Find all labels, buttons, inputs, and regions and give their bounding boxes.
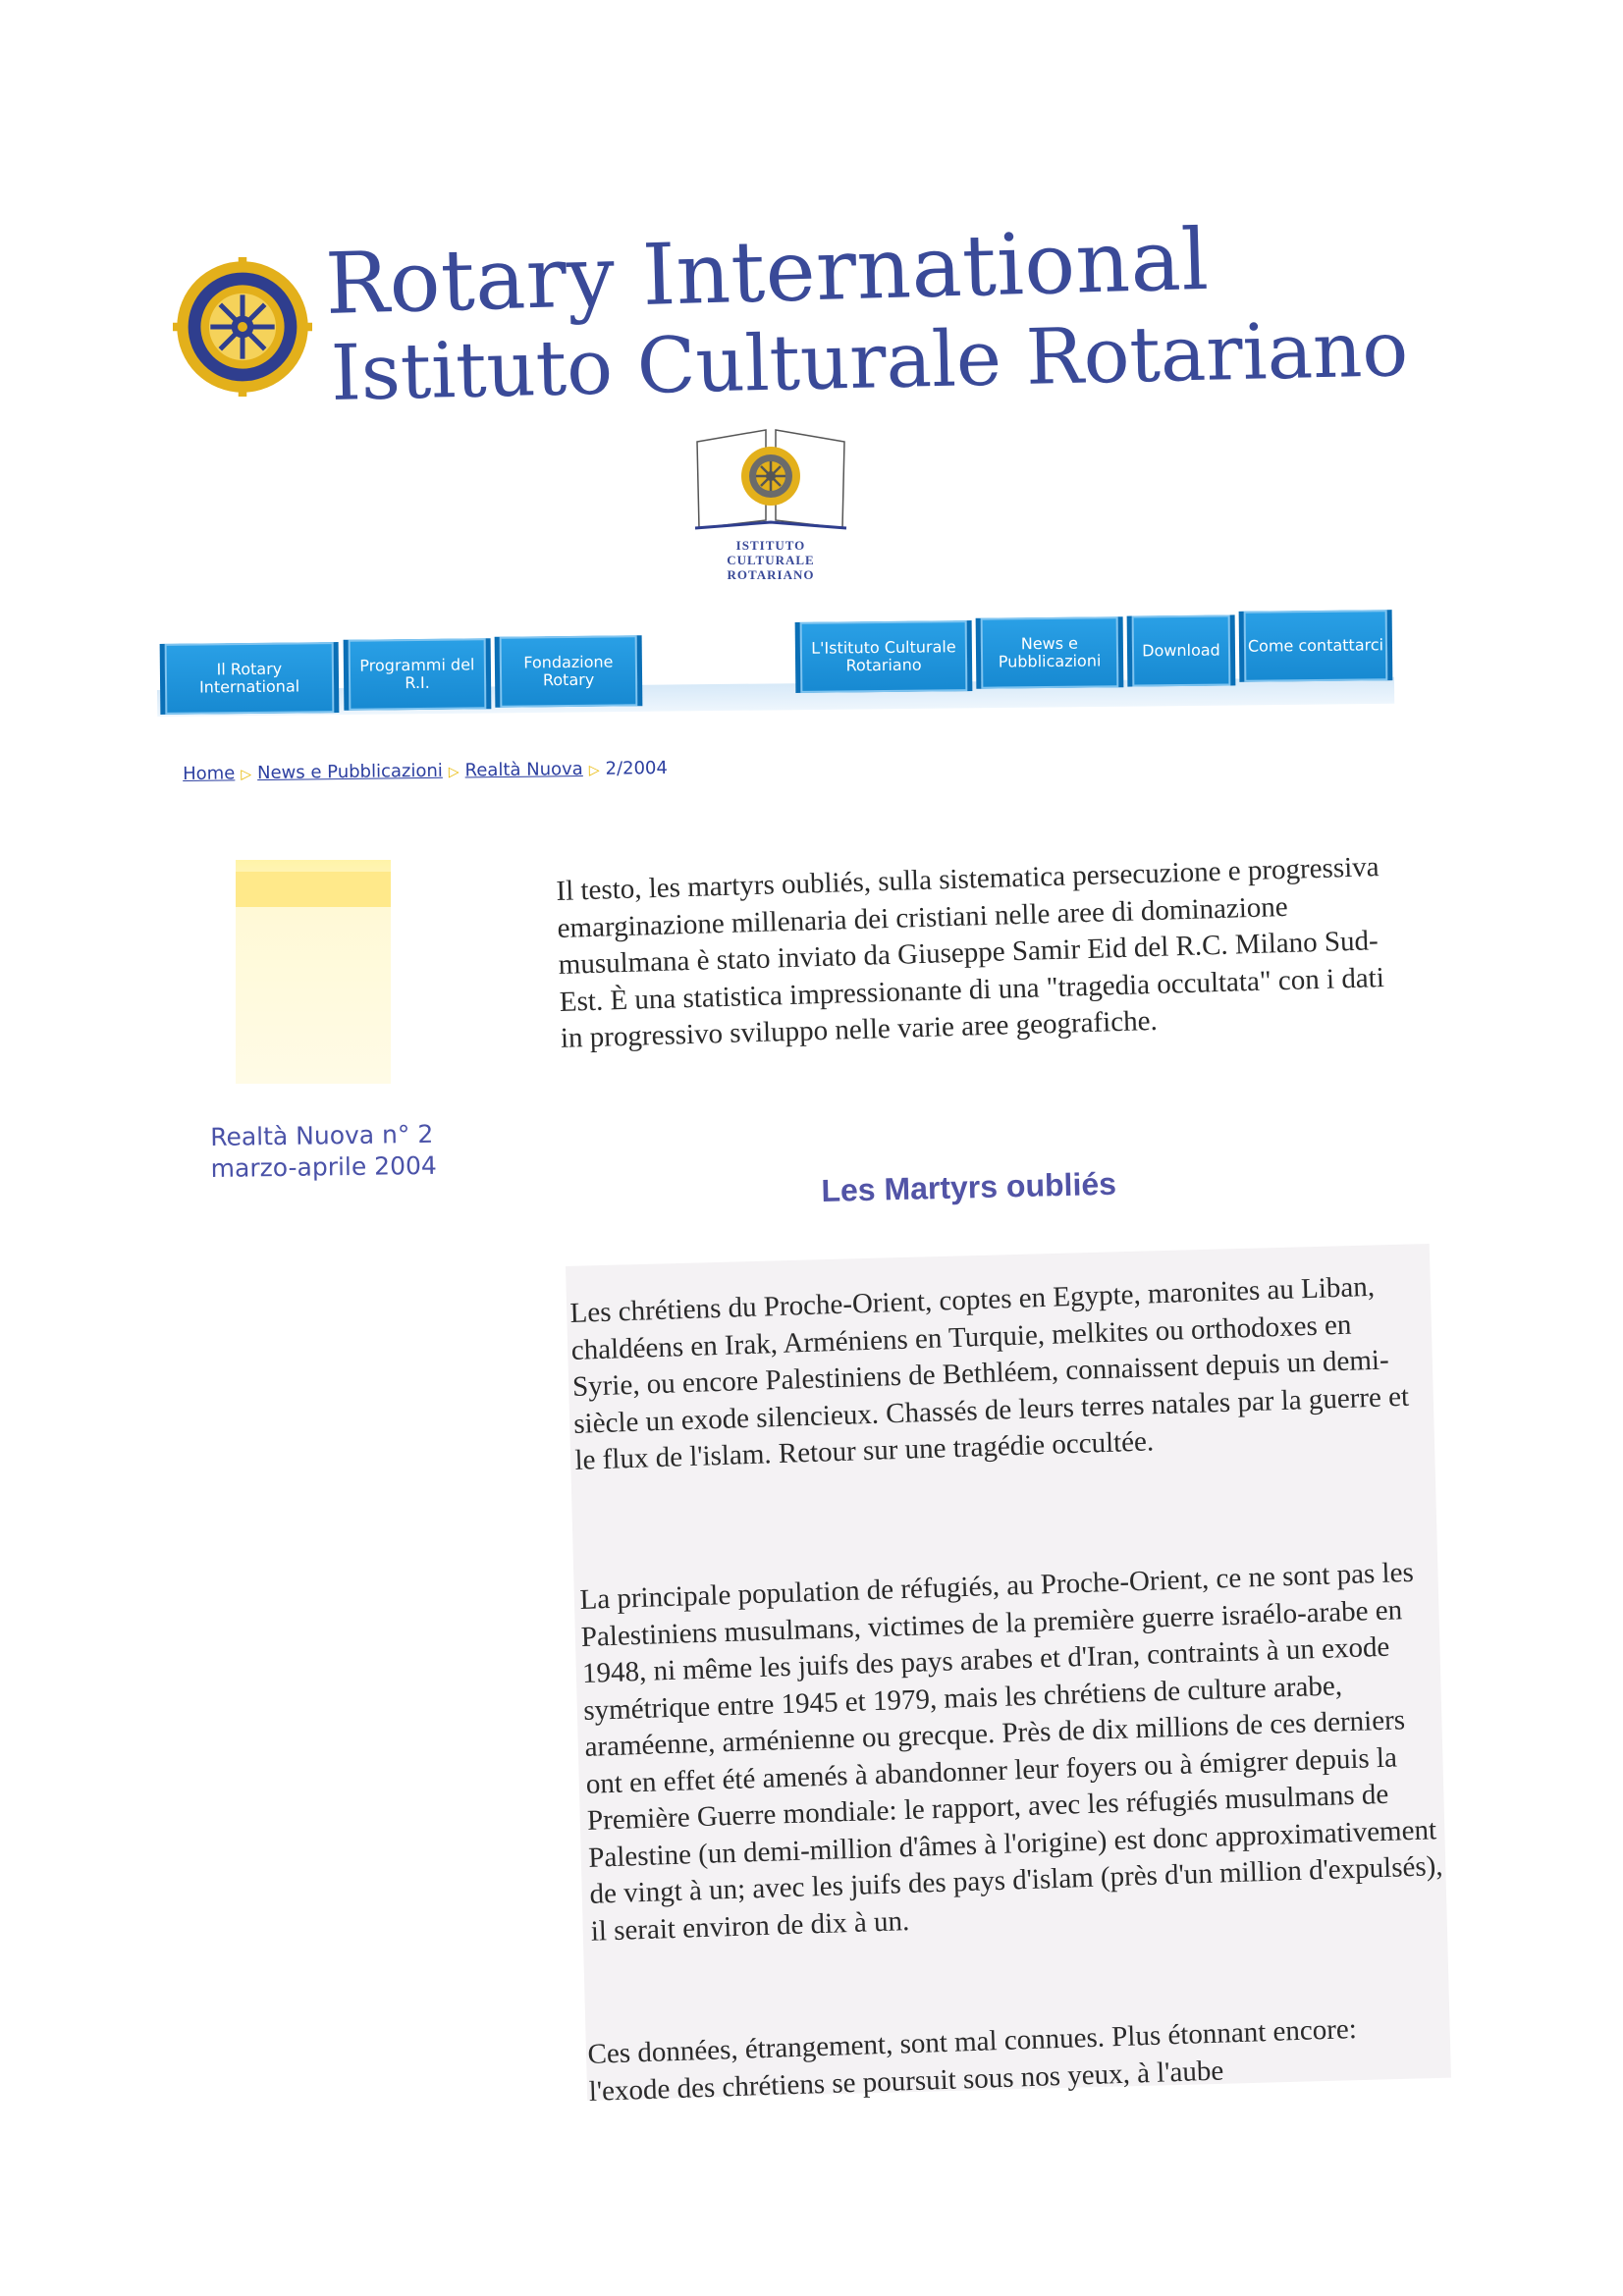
nav-istituto-culturale[interactable]: L'Istituto Culturale Rotariano (795, 620, 973, 693)
article-paragraph-3: Ces données, étrangement, sont mal connues. Plus étonnant encore: l'exode des chrétiens se poursuit sous nos yeux, à l'aube (587, 2013, 1358, 2108)
magazine-cover-band (236, 872, 391, 907)
issue-number: Realtà Nuova n° 2 (210, 1119, 434, 1151)
breadcrumb-arrow-icon: ▷ (241, 767, 252, 783)
issue-caption (210, 1119, 437, 1185)
nav-fondazione-rotary[interactable]: Fondazione Rotary (495, 635, 643, 708)
nav-news-pubblicazioni[interactable]: News e Pubblicazioni (976, 616, 1124, 689)
site-title-line1: Rotary International (324, 210, 1211, 334)
institute-logo-text-3: ROTARIANO (727, 567, 815, 582)
breadcrumb-current: 2/2004 (605, 757, 669, 779)
breadcrumb-arrow-icon: ▷ (448, 764, 460, 780)
breadcrumb-home[interactable]: Home (183, 763, 236, 784)
site-title-line2: Istituto Culturale Rotariano (330, 305, 1410, 418)
institute-logo-text-1: ISTITUTO (735, 538, 806, 553)
breadcrumb-arrow-icon: ▷ (588, 762, 600, 778)
article-paragraph-1: Les chrétiens du Proche-Orient, coptes en Egypte, maronites au Liban, chaldéens en Irak, Arméniens en Turquie, melkites ou orthodoxes en Syrie, ou encore Palestiniens de Bethléem, connaissent depuis un demi-siècle un exode silencieux. Chassés de leurs terres natales par la guerre et le flux de l'islam. Retour sur une tragédie occultée. (569, 1270, 1410, 1476)
breadcrumb-news[interactable]: News e Pubblicazioni (256, 760, 443, 784)
rotary-wheel-logo (173, 257, 312, 397)
article-paragraph-2: La principale population de réfugiés, au Proche-Orient, ce ne sont pas les Palestiniens musulmans, victimes de la première guerre israélo-arabe en 1948, ni même les juifs des pays arabes et d'Iran, contraints à un exode symétrique entre 1945 et 1979, mais les chrétiens de culture arabe, araméenne, arménienne ou grecque. Près de dix millions de ces derniers ont en effet été amenés à abandonner leur foyers ou à émigrer depuis la Première Guerre mondiale: le rapport, avec les réfugiés musulmans de Palestine (un demi-million d'âmes à l'origine) est donc approximativement de vingt à un; avec les juifs des pays d'islam (près d'un million d'expulsés), il serait environ de dix à un. (579, 1556, 1444, 1948)
issue-date: marzo-aprile 2004 (210, 1150, 438, 1183)
nav-programmi[interactable]: Programmi del R.I. (344, 638, 492, 711)
nav-download[interactable]: Download (1127, 614, 1236, 686)
institute-logo (682, 422, 859, 589)
nav-il-rotary-international[interactable]: Il Rotary International (160, 642, 340, 715)
intro-text: Il testo, les martyrs oubliés, sulla sistematica persecuzione e progressiva emarginazione millenaria dei cristiani nelle aree di dominazione musulmana è stato inviato da Giuseppe Samir Eid del R.C. Milano Sud-Est. È una statistica impressionante di una "tragedia occultata" con i dati in progressivo sviluppo nelle varie aree geografiche. (556, 851, 1385, 1054)
institute-logo-text-2: CULTURALE (727, 553, 815, 567)
article-title: Les Martyrs oubliés (821, 1165, 1117, 1208)
open-book-icon (687, 422, 854, 538)
nav-come-contattarci[interactable]: Come contattarci (1239, 610, 1393, 682)
breadcrumb (183, 758, 668, 784)
breadcrumb-realta-nuova[interactable]: Realtà Nuova (464, 759, 583, 781)
